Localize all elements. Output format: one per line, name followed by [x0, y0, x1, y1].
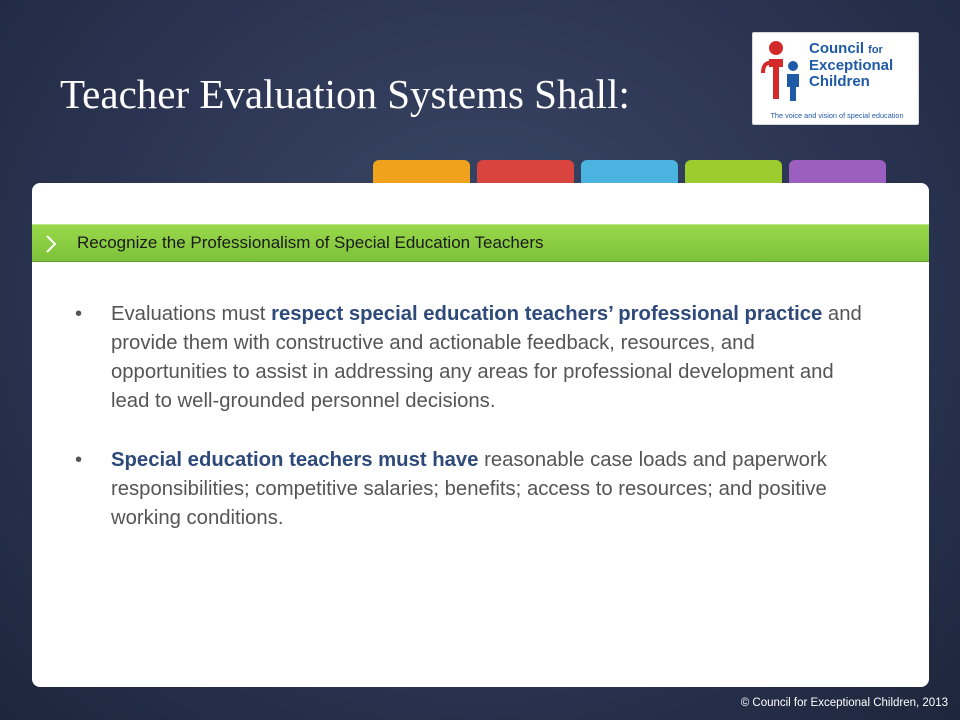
cec-figures-icon — [759, 39, 807, 105]
section-banner — [32, 224, 929, 262]
logo-wordmark: Council for Exceptional Children — [809, 40, 894, 90]
bullet-text: Evaluations must — [111, 303, 272, 325]
bullet-item — [75, 300, 875, 416]
bullet-dot-icon: • — [75, 303, 83, 325]
bullet-item — [75, 446, 875, 533]
bullet-emphasis: respect special education teachers’ professional practice — [271, 303, 823, 325]
chevron-right-icon — [44, 234, 58, 254]
bullet-text: reasonable case loads and paperwork responsibilities; competitive salaries; benefits; access to resources; and positive working conditions. — [111, 449, 827, 529]
bullet-emphasis: Special education teachers must have — [111, 449, 479, 471]
bullet-text: and provide them with constructive and actionable feedback, resources, and opportunities to assist in addressing any areas for professional development and lead to well-grounded personnel decisions. — [111, 303, 862, 412]
cec-logo — [752, 32, 919, 125]
bullet-dot-icon: • — [75, 449, 83, 471]
banner-heading: Recognize the Professionalism of Special Education Teachers — [77, 233, 544, 252]
copyright-footer: © Council for Exceptional Children, 2013 — [740, 697, 948, 709]
slide-title: Teacher Evaluation Systems Shall: — [60, 71, 630, 117]
bullet-list — [75, 300, 875, 563]
logo-tagline: The voice and vision of special education — [770, 111, 904, 120]
